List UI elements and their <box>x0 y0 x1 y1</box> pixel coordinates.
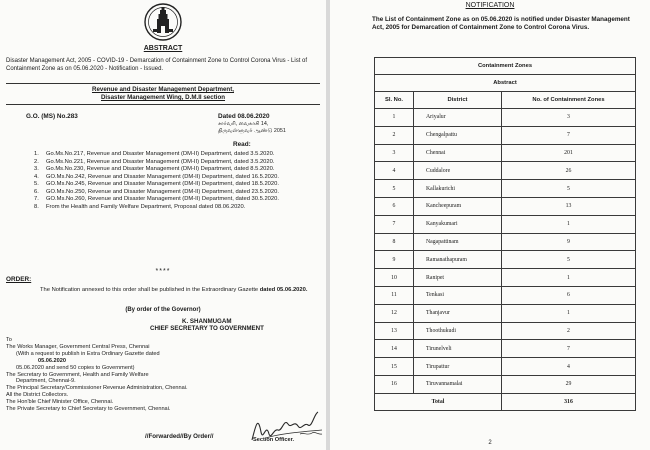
list-item <box>34 189 320 196</box>
cell-sl-no: 6 <box>375 197 414 215</box>
order-date: Dated 08.06.2020 <box>218 113 270 120</box>
cell-zones: 201 <box>502 144 636 162</box>
table-row <box>375 162 636 180</box>
cell-sl-no: 2 <box>375 126 414 144</box>
list-item-text: GO.Ms.No.250, Revenue and Disaster Management (DM-II) Department, dated 23.5.2020. <box>46 188 279 195</box>
recipient-line: (With a request to publish in Extra Ordinary Gazette dated <box>16 350 160 357</box>
order-subject: Disaster Management Act, 2005 - COVID-19 - Demarcation of Containment Zone to Control Corona Virus - List of Containment Zone as on 05.06.2020 - Notification - Issued. <box>6 58 308 72</box>
section-separator: **** <box>155 268 171 275</box>
forwarded-line: //Forwarded//By Order// <box>145 433 214 440</box>
table-row <box>375 340 636 358</box>
cell-zones: 13 <box>502 197 636 215</box>
list-item-text: Go.Ms.No.217, Revenue and Disaster Management (DM-II) Department, dated 3.5.2020. <box>46 151 275 157</box>
table-row <box>375 304 636 322</box>
cell-district: Thoothukudi <box>414 322 502 340</box>
cell-district: Ramanathapuram <box>414 251 502 269</box>
total-label: Total <box>375 393 502 410</box>
list-item-number: 7. <box>34 196 39 202</box>
divider <box>6 104 320 105</box>
recipient-line: All the District Collectors. <box>6 392 69 399</box>
list-item-number: 2. <box>34 158 39 165</box>
recipient-line: The Works Manager, Government Central Press, Chennai <box>6 343 150 350</box>
list-item-text: GO.Ms.No.260, Revenue and Disaster Management (DM-II) Department, dated 30.5.2020. <box>46 196 279 202</box>
cell-sl-no: 1 <box>375 109 414 127</box>
cell-sl-no: 15 <box>375 358 414 376</box>
cell-sl-no: 9 <box>375 251 414 269</box>
cell-zones: 5 <box>502 251 636 269</box>
list-item-text: Go.Ms.No.221, Revenue and Disaster Management (DM-II) Department, dated 3.5.2020. <box>46 158 275 165</box>
signatory-name: K. SHANMUGAM <box>182 318 232 325</box>
list-item <box>34 166 320 173</box>
list-item-text: GO.Ms.No.245, Revenue and Disaster Management (DM-II) Department, dated 18.5.2020. <box>46 181 279 187</box>
notification-page <box>330 0 650 450</box>
cell-zones: 1 <box>502 215 636 233</box>
list-item-number: 8. <box>34 203 39 210</box>
table-row <box>375 233 636 251</box>
table-row <box>375 358 636 376</box>
abstract-title: ABSTRACT <box>143 45 183 52</box>
recipient-lines <box>6 344 322 413</box>
section-officer-label: Section Officer. <box>253 437 295 443</box>
tamil-nadu-emblem-icon <box>141 2 185 42</box>
read-label: Read: <box>233 141 251 148</box>
order-text <box>18 287 316 294</box>
table-row <box>375 322 636 340</box>
read-references-list <box>34 151 320 211</box>
cell-zones: 7 <box>502 340 636 358</box>
divider <box>6 83 320 84</box>
list-item-text: GO.Ms.No.242, Revenue and Disaster Management (DM-II) Department, dated 16.5.2020. <box>46 173 279 180</box>
list-item-text: Go.Ms.No.230, Revenue and Disaster Management (DM-II) Department, dated 8.5.2020. <box>46 166 275 172</box>
list-item <box>34 196 320 203</box>
cell-district: Chennai <box>414 144 502 162</box>
department-line: Revenue and Disaster Management Department, <box>91 86 234 93</box>
cell-sl-no: 11 <box>375 286 414 304</box>
list-item-number: 4. <box>34 173 39 180</box>
table-subcaption: Abstract <box>375 75 636 92</box>
recipient-line: The Principal Secretary/Commissioner Revenue Administration, Chennai. <box>6 385 188 392</box>
cell-district: Chengalpattu <box>414 126 502 144</box>
list-item <box>34 159 320 166</box>
order-label: ORDER: <box>6 276 32 283</box>
cell-zones: 3 <box>502 109 636 127</box>
cell-district: Ranipet <box>414 269 502 287</box>
cell-sl-no: 5 <box>375 180 414 198</box>
recipient-line: 05.06.2020 and send 50 copies to Government) <box>16 364 135 371</box>
cell-sl-no: 3 <box>375 144 414 162</box>
list-item <box>34 204 320 211</box>
recipient-line: The Secretary to Government, Health and Family Welfare <box>6 371 149 378</box>
go-number: G.O. (MS) No.283 <box>26 113 78 120</box>
list-item-number: 5. <box>34 181 39 187</box>
list-item <box>34 181 320 188</box>
cell-sl-no: 4 <box>375 162 414 180</box>
containment-zones-table <box>374 57 636 411</box>
cell-district: Tiruvannamalai <box>414 375 502 393</box>
cell-sl-no: 8 <box>375 233 414 251</box>
table-row <box>375 126 636 144</box>
column-header-sl-no: Sl. No. <box>375 92 414 109</box>
cell-district: Kallakurichi <box>414 180 502 198</box>
cell-sl-no: 16 <box>375 375 414 393</box>
cell-zones: 29 <box>502 375 636 393</box>
cell-zones: 6 <box>502 286 636 304</box>
cell-zones: 2 <box>502 322 636 340</box>
table-row <box>375 215 636 233</box>
notification-text: The List of Containment Zone as on 05.06.2020 is notified under Disaster Management Act, 2005 for Demarcation of Containment Zone to Control Corona Virus. <box>372 16 630 32</box>
tamil-date-line: திருவள்ளுவர் ஆண்டு 2051 <box>218 128 286 134</box>
tamil-date-line: சார்வரி, வைகாசி 14, <box>218 121 269 127</box>
cell-sl-no: 7 <box>375 215 414 233</box>
cell-zones: 7 <box>502 126 636 144</box>
cell-sl-no: 10 <box>375 269 414 287</box>
list-item-number: 3. <box>34 166 39 172</box>
signatory-title: CHIEF SECRETARY TO GOVERNMENT <box>150 325 264 332</box>
list-item-number: 6. <box>34 188 39 195</box>
table-total-row <box>375 393 636 410</box>
cell-district: Tenkasi <box>414 286 502 304</box>
column-header-zones: No. of Containment Zones <box>502 92 636 109</box>
cell-zones: 1 <box>502 269 636 287</box>
recipient-line: The Hon'ble Chief Minister Office, Chennai. <box>6 399 114 406</box>
cell-district: Cuddalore <box>414 162 502 180</box>
cell-sl-no: 13 <box>375 322 414 340</box>
table-row <box>375 144 636 162</box>
cell-zones: 9 <box>502 233 636 251</box>
department-wing-line: Disaster Management Wing, D.M.II section <box>100 94 226 101</box>
cell-district: Ariyalur <box>414 109 502 127</box>
table-row <box>375 180 636 198</box>
cell-district: Kancheepuram <box>414 197 502 215</box>
table-subcaption-row <box>375 75 636 92</box>
table-row <box>375 251 636 269</box>
page-number: 2 <box>488 440 492 446</box>
cell-zones: 5 <box>502 180 636 198</box>
cell-sl-no: 14 <box>375 340 414 358</box>
cell-district: Thanjavur <box>414 304 502 322</box>
list-item <box>34 151 320 158</box>
recipient-line: Department, Chennai-9. <box>16 378 76 385</box>
by-order-line: (By order of the Governor) <box>125 307 201 313</box>
cell-zones: 4 <box>502 358 636 376</box>
cell-zones: 26 <box>502 162 636 180</box>
table-caption: Containment Zones <box>375 58 636 75</box>
order-text-body: The Notification annexed to this order shall be published in the Extraordinary Gazette <box>40 287 260 293</box>
distribution-list <box>6 337 322 413</box>
column-header-district: District <box>414 92 502 109</box>
table-row <box>375 286 636 304</box>
cell-district: Nagapattinam <box>414 233 502 251</box>
cell-district: Kanyakumari <box>414 215 502 233</box>
cell-district: Tirupattur <box>414 358 502 376</box>
notification-heading: NOTIFICATION <box>465 2 515 9</box>
recipient-line: 05.06.2020 <box>38 357 66 364</box>
table-row <box>375 197 636 215</box>
total-value: 316 <box>502 393 636 410</box>
table-row <box>375 375 636 393</box>
table-row <box>375 269 636 287</box>
table-row <box>375 109 636 127</box>
to-label: To <box>6 337 12 343</box>
list-item <box>34 174 320 181</box>
list-item-number: 1. <box>34 151 39 157</box>
recipient-line: The Private Secretary to Chief Secretary to Government, Chennai. <box>6 406 171 413</box>
cell-district: Tirunelveli <box>414 340 502 358</box>
table-caption-row <box>375 58 636 75</box>
list-item-text: From the Health and Family Welfare Department, Proposal dated 08.06.2020. <box>46 203 246 210</box>
cell-sl-no: 12 <box>375 304 414 322</box>
table-header-row <box>375 92 636 109</box>
cell-zones: 1 <box>502 304 636 322</box>
order-text-date: dated 05.06.2020. <box>259 287 308 293</box>
